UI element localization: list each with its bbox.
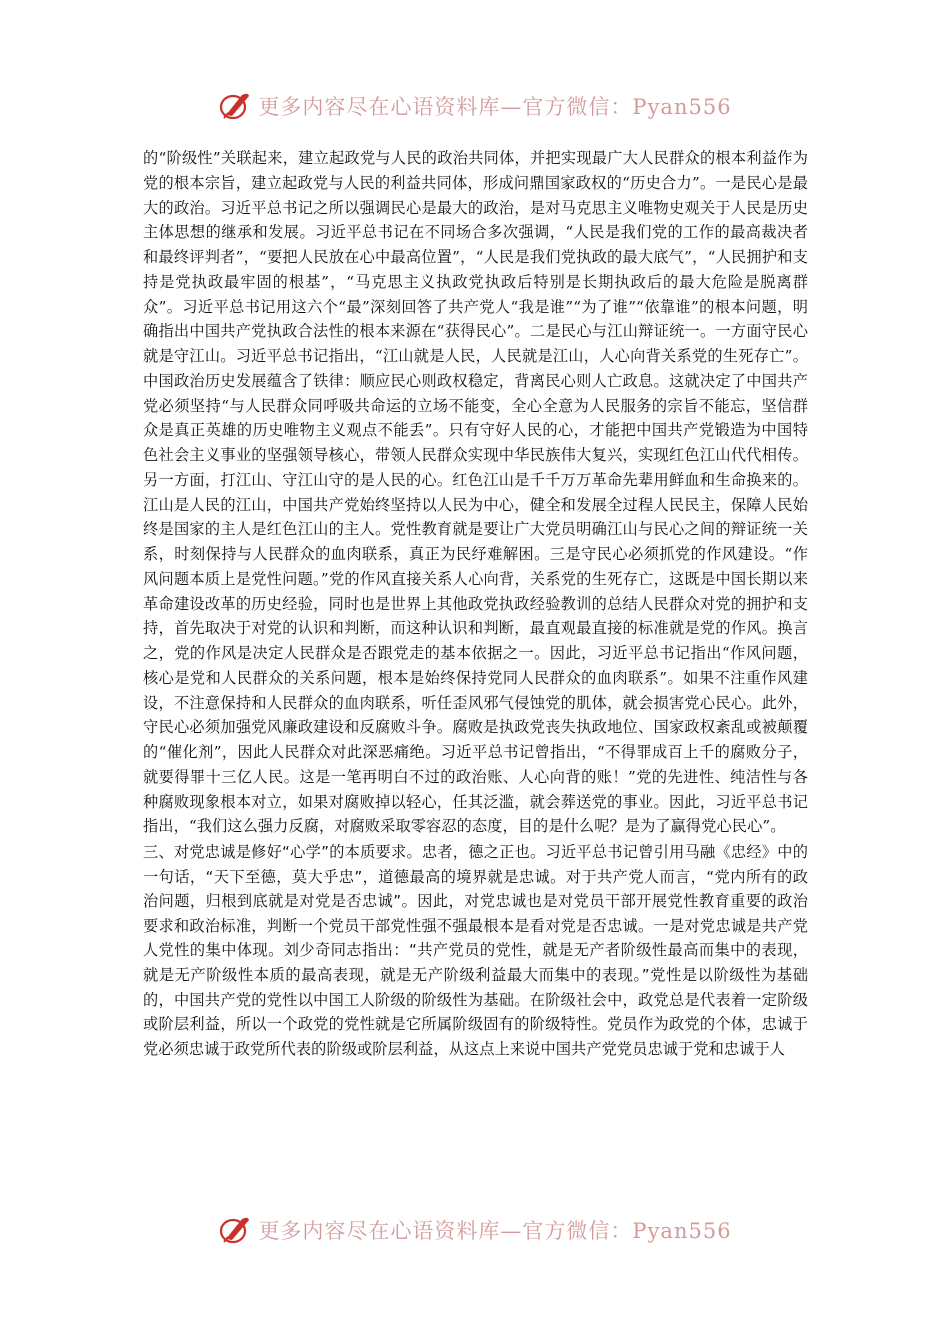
- footer-watermark: [0, 1210, 950, 1250]
- body-paragraph: 的“阶级性”关联起来，建立起政党与人民的政治共同体，并把实现最广大人民群众的根本利益作为党的根本宗旨，建立起政党与人民的利益共同体，形成问鼎国家政权的“历史合力”。一是民心是最大的政治。习近平总书记之所以强调民心是最大的政治，是对马克思主义唯物史观关于人民是历史主体思想的继承和发展。习近平总书记在不同场合多次强调，“人民是我们党的工作的最高裁决者和最终评判者”，“要把人民放在心中最高位置”，“人民是我们党执政的最大底气”，“人民拥护和支持是党执政最牢固的根基”，“马克思主义执政党执政后特别是长期执政后的最大危险是脱离群众”。习近平总书记用这六个“最”深刻回答了共产党人“我是谁”“为了谁”“依靠谁”的根本问题，明确指出中国共产党执政合法性的根本来源在“获得民心”。二是民心与江山辩证统一。一方面守民心就是守江山。习近平总书记指出，“江山就是人民，人民就是江山，人心向背关系党的生死存亡”。中国政治历史发展蕴含了铁律：顺应民心则政权稳定，背离民心则人亡政息。这就决定了中国共产党必须坚持“与人民群众同呼吸共命运的立场不能变，全心全意为人民服务的宗旨不能忘，坚信群众是真正英雄的历史唯物主义观点不能丢”。只有守好人民的心，才能把中国共产党锻造为中国特色社会主义事业的坚强领导核心，带领人民群众实现中华民族伟大复兴，实现红色江山代代相传。另一方面，打江山、守江山守的是人民的心。红色江山是千千万万革命先辈用鲜血和生命换来的。江山是人民的江山，中国共产党始终坚持以人民为中心，健全和发展全过程人民民主，保障人民始终是国家的主人是红色江山的主人。党性教育就是要让广大党员明确江山与民心之间的辩证统一关系，时刻保持与人民群众的血肉联系，真正为民纾难解困。三是守民心必须抓党的作风建设。“作风问题本质上是党性问题。”党的作风直接关系人心向背，关系党的生死存亡，这既是中国长期以来革命建设改革的历史经验，同时也是世界上其他政党执政经验教训的总结人民群众对党的拥护和支持，首先取决于对党的认识和判断，而这种认识和判断，最直观最直接的标准就是党的作风。换言之，党的作风是决定人民群众是否跟党走的基本依据之一。因此，习近平总书记指出“作风问题，核心是党和人民群众的关系问题，根本是始终保持党同人民群众的血肉联系”。如果不注重作风建设，不注意保持和人民群众的血肉联系，听任歪风邪气侵蚀党的肌体，就会损害党心民心。此外，守民心必须加强党风廉政建设和反腐败斗争。腐败是执政党丧失执政地位、国家政权紊乱或被颠覆的“催化剂”，因此人民群众对此深恶痛绝。习近平总书记曾指出，“不得罪成百上千的腐败分子，就要得罪十三亿人民。这是一笔再明白不过的政治账、人心向背的账！”党的先进性、纯洁性与各种腐败现象根本对立，如果对腐败掉以轻心，任其泛滥，就会葬送党的事业。因此，习近平总书记指出，“我们这么强力反腐，对腐败采取零容忍的态度，目的是什么呢？是为了赢得党心民心”。: [143, 149, 808, 836]
- watermark-text: 更多内容尽在心语资料库—官方微信：Pyan556: [258, 95, 732, 119]
- document-body: [143, 146, 808, 1061]
- section-paragraph: 三、对党忠诚是修好“心学”的本质要求。忠者，德之正也。习近平总书记曾引用马融《忠经》中的一句话，“天下至德，莫大乎忠”，道德最高的境界就是忠诚。对于共产党人而言，“党内所有的政治问题，归根到底就是对党是否忠诚”。因此，对党忠诚也是对党员干部开展党性教育重要的政治要求和政治标准，判断一个党员干部党性强不强最根本是看对党是否忠诚。一是对党忠诚是共产党人党性的集中体现。刘少奇同志指出：“共产党员的党性，就是无产者阶级性最高而集中的表现，就是无产阶级性本质的最高表现，就是无产阶级利益最大而集中的表现。”党性是以阶级性为基础的，中国共产党的党性以中国工人阶级的阶级性为基础。在阶级社会中，政党总是代表着一定阶级或阶层利益，所以一个政党的党性就是它所属阶级固有的阶级特性。党员作为政党的个体，忠诚于党必须忠诚于政党所代表的阶级或阶层利益，从这点上来说中国共产党党员忠诚于党和忠诚于人: [143, 843, 808, 1058]
- quill-pen-logo-icon: [218, 1213, 252, 1247]
- quill-pen-logo-icon: [218, 89, 252, 123]
- header-watermark: [0, 86, 950, 126]
- watermark-text: 更多内容尽在心语资料库—官方微信：Pyan556: [258, 1219, 732, 1243]
